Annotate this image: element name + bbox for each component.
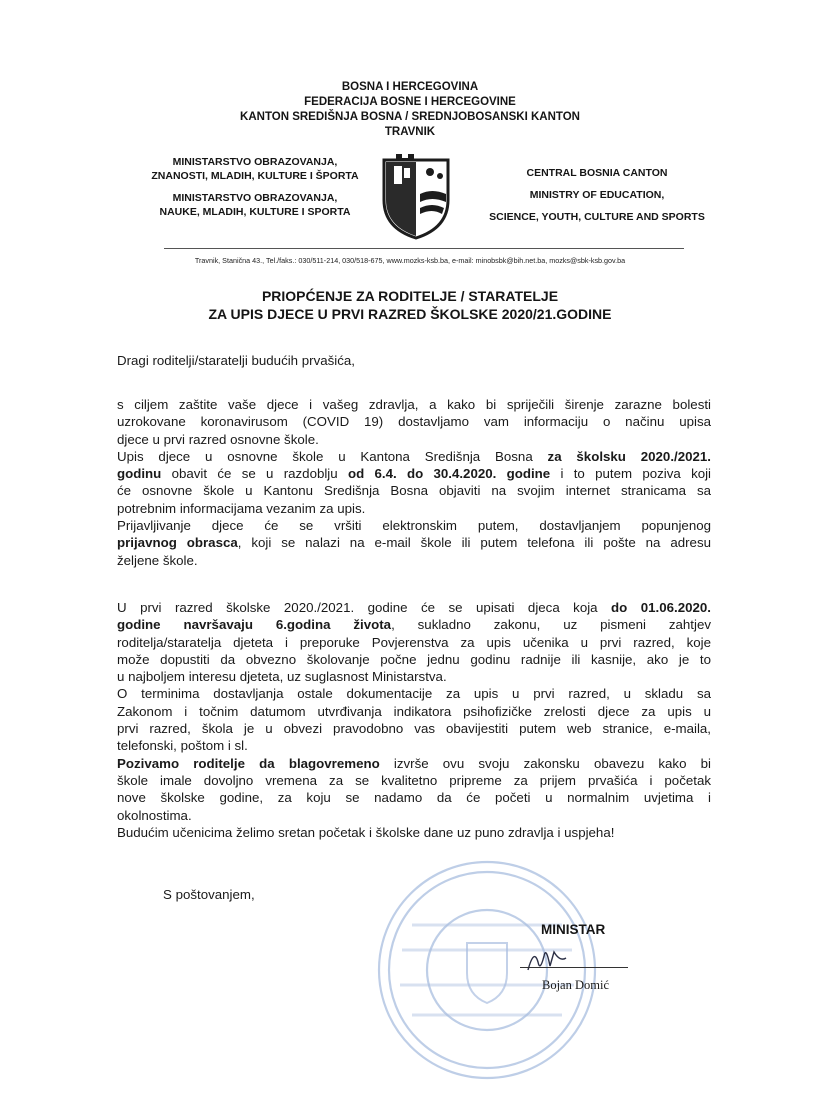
text-bold: Pozivamo roditelje da blagovremeno [117, 755, 380, 771]
text-line [117, 448, 711, 465]
text-segment: izvrše ovu svoju zakonsku obavezu kako bi [379, 755, 711, 771]
ministry-bosnian-line1: MINISTARSTVO OBRAZOVANJA, [172, 192, 338, 204]
letterhead [0, 80, 820, 140]
text-line: će osnovne škole u Kantonu Središnja Bosna objaviti na svojim internet stranicama sa [117, 483, 711, 499]
ministry-english-line2: SCIENCE, YOUTH, CULTURE AND SPORTS [489, 211, 705, 223]
text-bold: prijavnog obrasca [117, 535, 238, 551]
text-line: telefonski, poštom i sl. [117, 738, 248, 754]
text-line: uzrokovane koronavirusom (COVID 19) dostavljamo vam informaciju o načinu upisa [117, 414, 711, 430]
text-line: Zakonom i točnim datumom utvrđivanja indikatora psihofizičke zrelosti djece za upis u [117, 703, 711, 719]
signature-line [520, 967, 628, 968]
canton-english: CENTRAL BOSNIA CANTON [526, 167, 668, 179]
text-line: škole imale dovoljno vremena za se kvalitetno pripreme za prijem prvašića i početak [117, 772, 711, 788]
ministry-name-english [466, 162, 728, 228]
text-segment: i to putem poziva koji [550, 466, 711, 482]
signatory-title: MINISTAR [541, 922, 606, 937]
text-line: željene škole. [117, 552, 198, 568]
text-line: može dopustiti da obvezno školovanje počne jednu godinu radnije ili kasnije, ako je to [117, 651, 711, 667]
paragraph-eligibility-info [117, 599, 711, 841]
ministry-english-line1: MINISTRY OF EDUCATION, [529, 189, 665, 201]
contact-info: Travnik, Stanična 43., Tel./faks.: 030/511-214, 030/518-675, www.mozks-ksb.ba, e-mail: minobsbk@bih.net.ba, mozks@sbk-ksb.gov.ba [194, 256, 626, 265]
text-bold: godinu [117, 466, 162, 482]
paragraph-enrollment-info [117, 396, 711, 569]
text-segment: U prvi razred školske 2020./2021. godine će se upisati djeca koja [117, 600, 612, 615]
text-line: u najboljem interesu djeteta, uz suglasnost Ministarstva. [117, 669, 447, 685]
text-line: djece u prvi razred osnovne škole. [117, 431, 319, 447]
text-line [117, 599, 711, 616]
ministry-bosnian-line2: NAUKE, MLADIH, KULTURE I SPORTA [159, 206, 351, 218]
ministry-croatian-line2: ZNANOSTI, MLADIH, KULTURE I ŠPORTA [151, 170, 359, 182]
text-line: s ciljem zaštite vaše djece i vašeg zdravlja, a kako bi spriječili širenje zarazne bolesti [117, 397, 711, 412]
closing-salutation: S poštovanjem, [163, 887, 255, 902]
document-title [0, 287, 820, 323]
signatory-name: Bojan Domić [542, 978, 610, 992]
text-line: Budućim učenicima želimo sretan početak i školske dane uz puno zdravlja i uspjeha! [117, 824, 615, 840]
text-line: potrebnim informacijama vezanim za upis. [117, 500, 366, 516]
text-bold: godine navršavaju 6.godina života [117, 617, 392, 633]
text-line [117, 616, 711, 633]
header-city: TRAVNIK [384, 126, 436, 138]
text-segment: Upis djece u osnovne škole u Kantona Središnja Bosna [117, 448, 548, 464]
title-line1: PRIOPĆENJE ZA RODITELJE / STARATELJE [261, 288, 559, 304]
header-divider [164, 248, 684, 249]
header-canton: KANTON SREDIŠNJA BOSNA / SREDNJOBOSANSKI KANTON [240, 111, 580, 123]
text-segment: , koji se nalazi na e-mail škole ili putem telefona ili pošte na adresu [237, 535, 711, 551]
text-line: nove školske godine, za koju se nadamo da će početi u normalnim uvjetima i [117, 790, 711, 806]
header-federation: FEDERACIJA BOSNE I HERCEGOVINE [304, 96, 516, 108]
text-line: okolnostima. [117, 807, 192, 823]
text-bold: od 6.4. do 30.4.2020. godine [347, 466, 551, 482]
text-line: roditelja/staratelja djeteta i preporuke Povjerenstva za upis učenika u prvi razred, koje [117, 634, 711, 650]
canton-coat-of-arms-icon [376, 154, 456, 240]
greeting: Dragi roditelji/staratelji budućih prvašića, [117, 353, 355, 368]
text-line [117, 755, 711, 772]
text-line: Prijavljivanje djece će se vršiti elektronskim putem, dostavljanjem popunjenog [117, 518, 711, 534]
handwritten-signature-icon [510, 940, 630, 980]
text-line [117, 465, 711, 482]
text-line: prvi razred, škola je u obvezi pravodobno vas obavijestiti putem web stranice, e-maila, [117, 721, 711, 737]
ministry-name-local [140, 155, 370, 227]
text-bold: za školsku 2020./2021. [547, 448, 711, 464]
text-line [117, 534, 711, 551]
text-segment: obavit će se u razdoblju [161, 466, 348, 482]
text-bold: do 01.06.2020. [611, 600, 711, 615]
title-line2: ZA UPIS DJECE U PRVI RAZRED ŠKOLSKE 2020/21.GODINE [208, 306, 612, 322]
text-line: O terminima dostavljanja ostale dokumentacije za upis u prvi razred, u skladu sa [117, 686, 711, 702]
text-segment: , sukladno zakonu, uz pismeni zahtjev [391, 617, 711, 633]
header-country: BOSNA I HERCEGOVINA [341, 81, 479, 93]
ministry-croatian-line1: MINISTARSTVO OBRAZOVANJA, [172, 156, 338, 168]
